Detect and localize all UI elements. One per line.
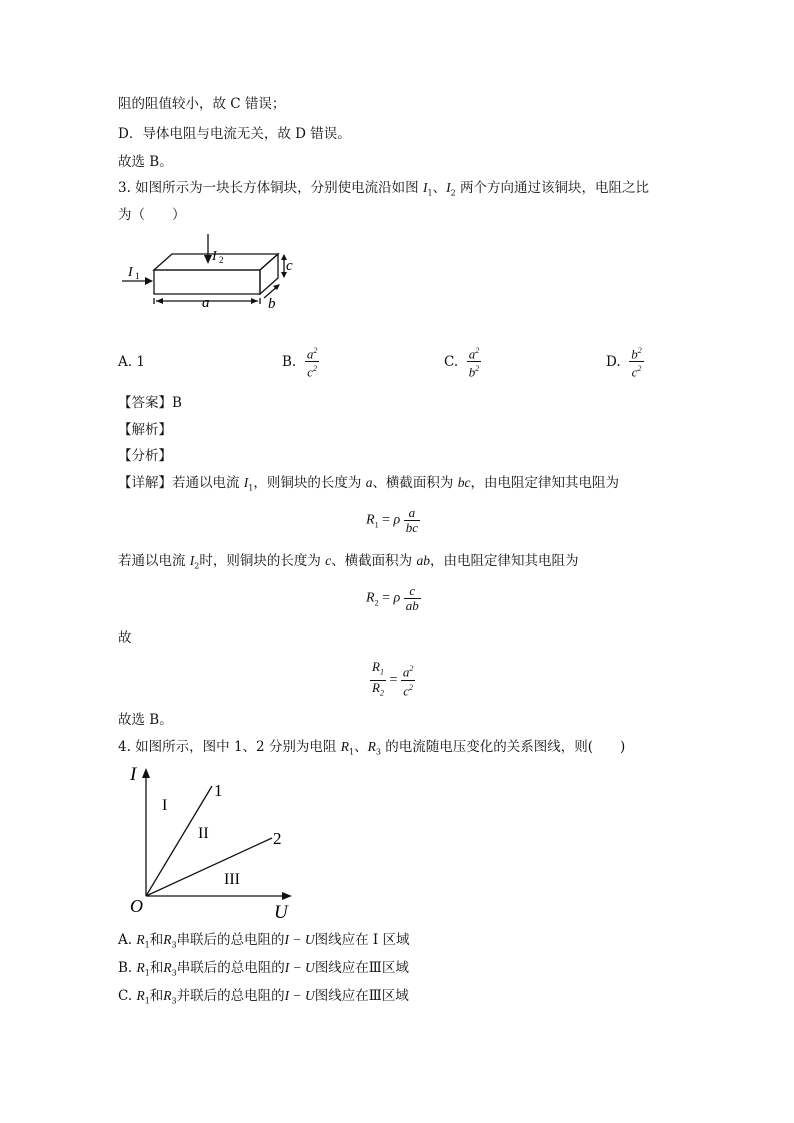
- line-2-label: 2: [273, 829, 282, 848]
- label-b: b: [268, 296, 276, 310]
- svg-text:2: 2: [219, 255, 224, 265]
- question-3-stem: 3. 如图所示为一块长方体铜块，分别使电流沿如图 $I_1$、$I_2$ 两个方向通过该铜块，电阻之比: [118, 180, 649, 198]
- option-d[interactable]: D. $\frac{b^2}{c^2}$: [606, 346, 642, 380]
- equation-ratio: $\frac{R_1}{R_2}$ = $\frac{a^2}{c^2}$: [372, 659, 414, 698]
- region-3-label: III: [224, 871, 240, 888]
- svg-text:1: 1: [135, 271, 140, 281]
- option-c[interactable]: C. $\frac{a^2}{b^2}$: [444, 346, 480, 380]
- region-2-label: II: [198, 825, 209, 842]
- equation-r2: $R_2 = \rho$ $\frac{c}{ab}$: [366, 583, 419, 613]
- text-line: 故选 B。: [118, 154, 173, 170]
- i-axis-arrow: [142, 768, 150, 778]
- text-line: 阻的阻值较小，故 C 错误；: [118, 96, 286, 112]
- answer: 【答案】B: [118, 395, 182, 411]
- q4-option-c[interactable]: C. $R_1$和$R_3$并联后的总电阻的I − U图线应在Ⅲ区域: [118, 988, 409, 1006]
- text-gu: 故: [118, 630, 132, 646]
- label-a: a: [202, 295, 210, 310]
- iu-graph-figure: [126, 760, 306, 924]
- label-i2: I: [212, 249, 217, 264]
- q4-option-b[interactable]: B. $R_1$和$R_3$串联后的总电阻的I − U图线应在Ⅲ区域: [118, 960, 409, 978]
- axis-label-i: I: [130, 764, 137, 785]
- question-4-stem: 4. 如图所示，图中 1、2 分别为电阻 $R_1$、$R_3$ 的电流随电压变化的关系图线，则( ): [118, 739, 626, 757]
- block-front-face: [154, 270, 260, 294]
- line-1-label: 1: [214, 781, 223, 800]
- detail-line-2: 若通以电流 $I_2$时，则铜块的长度为 c、横截面积为 ab，由电阻定律知其电阻为: [118, 553, 579, 571]
- label-i1: I: [128, 265, 133, 280]
- fenxi-heading: 【分析】: [118, 448, 172, 464]
- copper-block-figure: [118, 228, 308, 310]
- region-1-label: I: [162, 797, 168, 814]
- text-line: D．导体电阻与电流无关，故 D 错误。: [118, 126, 351, 142]
- q4-option-a[interactable]: A. $R_1$和$R_3$串联后的总电阻的I − U图线应在 Ⅰ 区域: [118, 932, 410, 950]
- analysis-heading: 【解析】: [118, 422, 172, 438]
- origin-label: O: [130, 896, 143, 916]
- option-b[interactable]: B. $\frac{a^2}{c^2}$: [282, 346, 318, 380]
- equation-r1: $R_1 = \rho$ $\frac{a}{bc}$: [366, 505, 418, 535]
- question-3-stem-cont: 为（ ）: [118, 207, 186, 223]
- line-2: [146, 838, 272, 896]
- text-line: 故选 B。: [118, 712, 173, 728]
- label-c: c: [286, 258, 293, 274]
- detail-line-1: 【详解】若通以电流 $I_1$，则铜块的长度为 a、横截面积为 bc，由电阻定律知其电阻为: [118, 475, 619, 493]
- u-axis-arrow: [282, 892, 292, 900]
- axis-label-u: U: [274, 902, 288, 923]
- option-a[interactable]: A. 1: [118, 354, 145, 370]
